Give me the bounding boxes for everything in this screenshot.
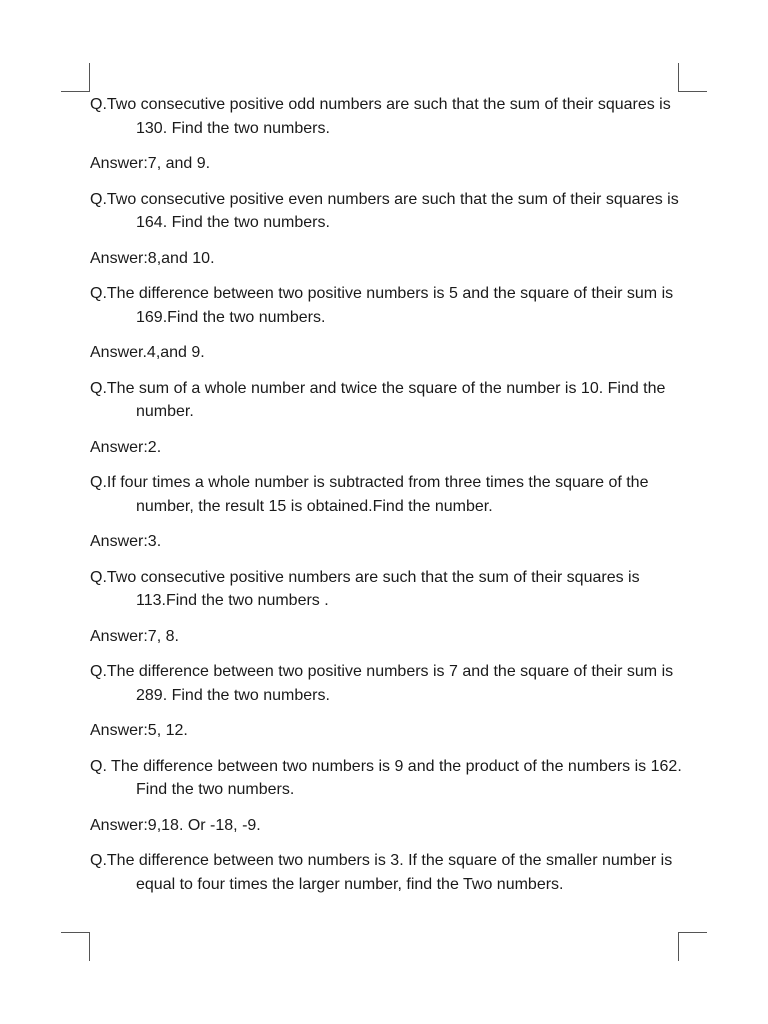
question-4: Q.The sum of a whole number and twice the square of the number is 10. Find the number. xyxy=(90,379,666,420)
answer-8: Answer:9,18. Or -18, -9. xyxy=(90,816,261,834)
question-8: Q. The difference between two numbers is 9 and the product of the numbers is 162. Find the two numbers. xyxy=(90,757,682,798)
crop-mark-bottom-left-horizontal xyxy=(61,932,90,933)
question-1: Q.Two consecutive positive odd numbers are such that the sum of their squares is 130. Find the two numbers. xyxy=(90,96,671,137)
question-2: Q.Two consecutive positive even numbers are such that the sum of their squares is 164. Find the two numbers. xyxy=(90,190,679,231)
answer-1: Answer:7, and 9. xyxy=(90,155,211,172)
answer-3: Answer.4,and 9. xyxy=(90,344,205,361)
crop-mark-top-right-vertical xyxy=(678,63,679,92)
question-5: Q.If four times a whole number is subtracted from three times the square of the number, the result 15 is obtained.Find the number. xyxy=(90,474,649,515)
crop-mark-bottom-left-vertical xyxy=(89,932,90,961)
answer-6: Answer:7, 8. xyxy=(90,627,179,645)
question-6: Q.Two consecutive positive numbers are such that the sum of their squares is 113.Find the two numbers . xyxy=(90,568,640,609)
crop-mark-top-left-vertical xyxy=(89,63,90,92)
answer-7: Answer:5, 12. xyxy=(90,722,188,739)
question-9: Q.The difference between two numbers is 3. If the square of the smaller number is equal to four times the larger number, find the Two numbers. xyxy=(90,852,673,893)
answer-2: Answer:8,and 10. xyxy=(90,249,215,267)
crop-mark-top-left-horizontal xyxy=(61,91,90,92)
answer-4: Answer:2. xyxy=(90,438,162,456)
document-body xyxy=(90,93,690,896)
question-7: Q.The difference between two positive numbers is 7 and the square of their sum is 289. Find the two numbers. xyxy=(90,663,674,704)
answer-5: Answer:3. xyxy=(90,533,162,550)
crop-mark-bottom-right-vertical xyxy=(678,932,679,961)
question-3: Q.The difference between two positive numbers is 5 and the square of their sum is 169.Find the two numbers. xyxy=(90,285,674,326)
crop-mark-bottom-right-horizontal xyxy=(678,932,707,933)
crop-mark-top-right-horizontal xyxy=(678,91,707,92)
